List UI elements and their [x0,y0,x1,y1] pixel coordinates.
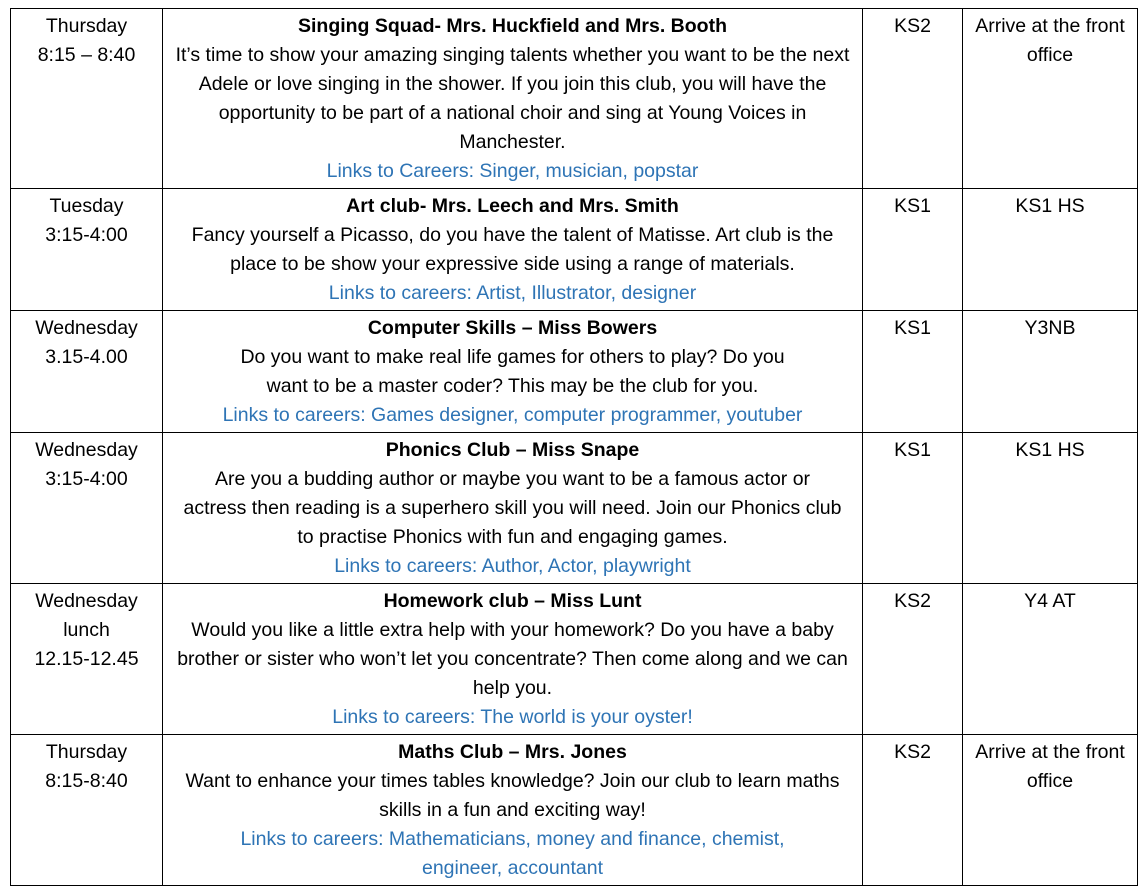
location-text: Arrive at the front office [975,741,1125,792]
club-title: Maths Club – Mrs. Jones [398,741,627,763]
key-stage-cell [863,735,963,886]
location-text: Y4 AT [1024,590,1076,612]
time-text: 12.15-12.45 [34,648,139,670]
club-description: Are you a budding author or maybe you want to be a famous actor or actress then reading is a superhero skill you will need. Join our Phonics club to practise Phonics with fun and engaging games. [183,468,842,548]
key-stage-cell [863,311,963,433]
club-title: Homework club – Miss Lunt [383,590,642,612]
time-text: 3:15-4:00 [45,224,128,246]
club-description: Would you like a little extra help with your homework? Do you have a baby brother or sister who won’t let you concentrate? Then come along and we can help you. [177,619,848,699]
key-stage-text: KS1 [894,317,931,339]
club-description: Fancy yourself a Picasso, do you have the talent of Matisse. Art club is the place to be show your expressive side using a range of materials. [191,224,834,275]
key-stage-cell [863,584,963,735]
key-stage-cell [863,433,963,584]
location-text: KS1 HS [1015,439,1085,461]
club-description-cell [163,584,863,735]
location-text: Y3NB [1024,317,1076,339]
key-stage-text: KS2 [894,590,931,612]
time-text: 3.15-4.00 [45,346,128,368]
location-cell [963,189,1138,311]
day-time-cell [11,584,163,735]
club-title: Art club- Mrs. Leech and Mrs. Smith [346,195,679,217]
key-stage-text: KS1 [894,195,931,217]
key-stage-text: KS2 [894,741,931,763]
careers-link-text: Links to Careers: Singer, musician, popstar [326,160,699,182]
clubs-timetable [10,8,1138,886]
time-text: lunch [63,619,110,641]
location-cell [963,735,1138,886]
day-time-cell [11,189,163,311]
club-description: Do you want to make real life games for others to play? Do you want to be a master coder? This may be the club for you. [240,346,785,397]
club-title: Computer Skills – Miss Bowers [367,317,658,339]
key-stage-cell [863,9,963,189]
location-text: Arrive at the front office [975,15,1125,66]
careers-link-text: Links to careers: The world is your oyster! [332,706,693,728]
careers-link-text: Links to careers: Mathematicians, money and finance, chemist, engineer, accountant [240,828,785,879]
club-description: It’s time to show your amazing singing talents whether you want to be the next Adele or love singing in the shower. If you join this club, you will have the opportunity to be part of a national choir and sing at Young Voices in Manchester. [175,44,850,153]
time-text: 8:15 – 8:40 [37,44,136,66]
table-row [11,584,1138,735]
key-stage-text: KS1 [894,439,931,461]
day-time-cell [11,735,163,886]
club-description-cell [163,189,863,311]
location-cell [963,433,1138,584]
key-stage-cell [863,189,963,311]
day-text: Thursday [45,15,128,37]
club-description: Want to enhance your times tables knowledge? Join our club to learn maths skills in a fun and exciting way! [185,770,840,821]
location-cell [963,584,1138,735]
careers-link-text: Links to careers: Games designer, computer programmer, youtuber [222,404,803,426]
day-time-cell [11,433,163,584]
table-row [11,735,1138,886]
day-text: Wednesday [35,590,138,612]
club-description-cell [163,9,863,189]
club-description-cell [163,311,863,433]
day-text: Wednesday [35,439,138,461]
time-text: 8:15-8:40 [45,770,128,792]
day-time-cell [11,9,163,189]
club-title: Singing Squad- Mrs. Huckfield and Mrs. Booth [297,15,727,37]
location-cell [963,9,1138,189]
day-text: Thursday [45,741,128,763]
table-row [11,189,1138,311]
day-text: Wednesday [35,317,138,339]
club-description-cell [163,735,863,886]
time-text: 3:15-4:00 [45,468,128,490]
day-time-cell [11,311,163,433]
careers-link-text: Links to careers: Author, Actor, playwright [334,555,691,577]
key-stage-text: KS2 [894,15,931,37]
careers-link-text: Links to careers: Artist, Illustrator, designer [328,282,697,304]
table-row [11,433,1138,584]
club-description-cell [163,433,863,584]
table-row [11,9,1138,189]
club-title: Phonics Club – Miss Snape [385,439,640,461]
location-cell [963,311,1138,433]
table-row [11,311,1138,433]
location-text: KS1 HS [1015,195,1085,217]
day-text: Tuesday [49,195,124,217]
